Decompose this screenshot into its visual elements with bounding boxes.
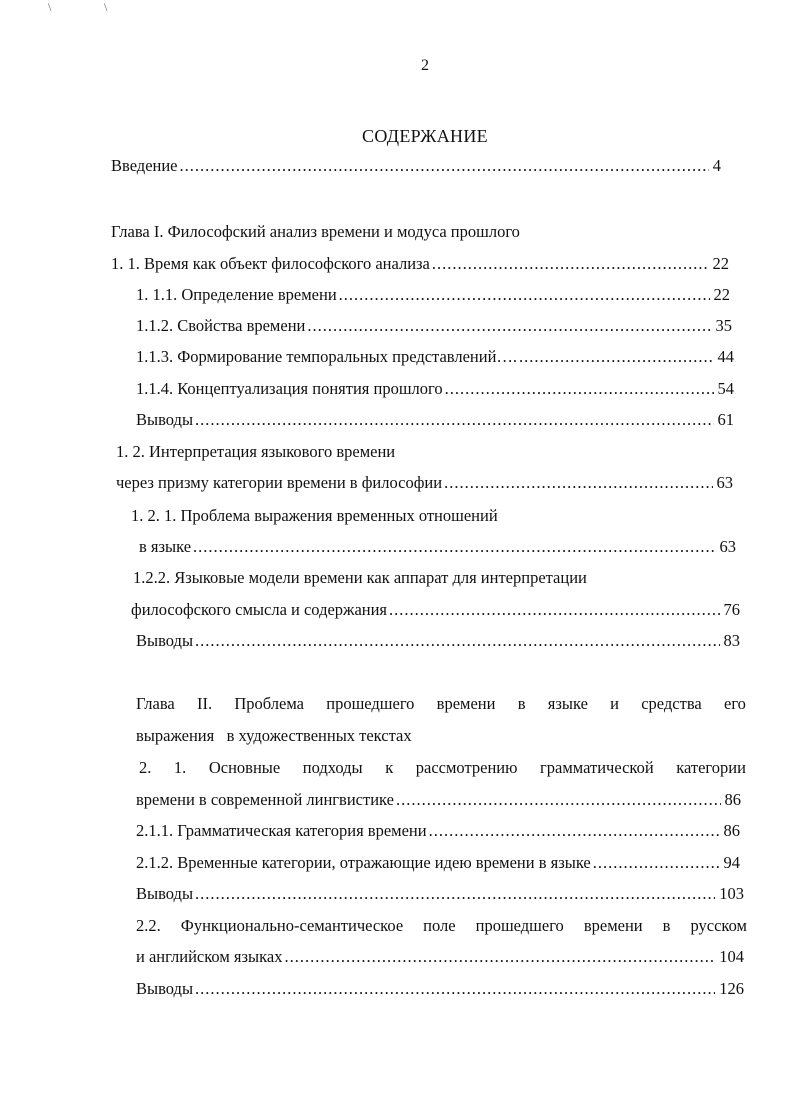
toc-page: 61 xyxy=(717,410,734,429)
toc-label: в языке xyxy=(139,537,192,556)
entry-word: подходы xyxy=(302,758,363,777)
entry-word: категории xyxy=(676,758,746,777)
leader-dots xyxy=(429,821,720,841)
toc-entry[interactable] xyxy=(116,473,733,493)
toc-entry-line xyxy=(139,758,746,778)
toc-entry[interactable] xyxy=(111,254,729,274)
leader-dots xyxy=(307,316,711,336)
toc-label: 1.1.3. Формирование темпоральных представлений…. xyxy=(136,347,518,366)
toc-page: 22 xyxy=(712,254,729,273)
entry-word: 2. xyxy=(139,758,152,777)
toc-entry-line xyxy=(136,916,747,936)
entry-word: 2.2. xyxy=(136,916,161,935)
toc-label: 2.1.1. Грамматическая категория времени xyxy=(136,821,427,840)
toc-label: Выводы xyxy=(136,410,194,429)
entry-word: в xyxy=(662,916,671,935)
chapter-heading xyxy=(136,694,746,714)
toc-label: Выводы xyxy=(136,979,194,998)
toc-entry[interactable] xyxy=(139,537,736,557)
toc-page: 86 xyxy=(723,821,740,840)
leader-dots xyxy=(389,600,719,620)
toc-label: 1.1.4. Концептуализация понятия прошлого xyxy=(136,379,443,398)
toc-page: 103 xyxy=(719,884,744,903)
toc-page: 94 xyxy=(723,853,740,872)
toc-page: 35 xyxy=(715,316,732,335)
toc-label: времени в современной лингвистике xyxy=(136,790,394,809)
toc-entry[interactable] xyxy=(136,947,744,967)
leader-dots xyxy=(195,884,715,904)
toc-page: 104 xyxy=(719,947,744,966)
toc-label: Выводы xyxy=(136,631,194,650)
entry-word: времени xyxy=(583,916,643,935)
heading-word: Проблема xyxy=(234,694,304,713)
leader-dots xyxy=(339,285,710,305)
toc-label: 1. 1.1. Определение времени xyxy=(136,285,337,304)
heading-word: и xyxy=(610,694,619,713)
toc-page: 86 xyxy=(724,790,741,809)
toc-page: 83 xyxy=(723,631,740,650)
toc-page: 22 xyxy=(713,285,730,304)
heading-word: средства xyxy=(641,694,702,713)
toc-page: 44 xyxy=(717,347,734,366)
chapter-heading: Глава I. Философский анализ времени и модуса прошлого xyxy=(111,222,520,241)
toc-entry[interactable] xyxy=(136,790,741,810)
heading-word: прошедшего xyxy=(326,694,415,713)
entry-word: поле xyxy=(423,916,456,935)
toc-label: философского смысла и содержания xyxy=(131,600,388,619)
toc-entry-line: 1.2.2. Языковые модели времени как аппарат для интерпретации xyxy=(133,568,587,587)
leader-dots xyxy=(593,853,720,873)
entry-word: 1. xyxy=(173,758,187,777)
entry-word: Функционально-семантическое xyxy=(180,916,404,935)
toc-label: и английском языках xyxy=(136,947,283,966)
toc-entry-line: 1. 2. 1. Проблема выражения временных отношений xyxy=(131,506,498,525)
entry-word: грамматической xyxy=(539,758,654,777)
toc-entry[interactable] xyxy=(136,347,734,367)
entry-word: Основные xyxy=(208,758,281,777)
toc-label: 1. 1. Время как объект философского анализа xyxy=(111,254,430,273)
toc-page: 54 xyxy=(717,379,734,398)
leader-dots xyxy=(445,379,714,399)
toc-entry-intro[interactable] xyxy=(111,156,721,176)
entry-word: русском xyxy=(690,916,747,935)
toc-entry[interactable] xyxy=(136,853,740,873)
page-title: СОДЕРЖАНИЕ xyxy=(362,126,488,146)
heading-word: языке xyxy=(547,694,588,713)
leader-dots xyxy=(444,473,712,493)
toc-label: Выводы xyxy=(136,884,194,903)
toc-entry[interactable] xyxy=(136,316,732,336)
heading-word: в xyxy=(517,694,526,713)
leader-dots xyxy=(519,347,713,367)
scan-mark: \ xyxy=(104,0,108,14)
toc-entry-conclusions[interactable] xyxy=(136,410,734,430)
toc-entry-conclusions[interactable] xyxy=(136,979,744,999)
scan-mark: \ xyxy=(48,0,52,14)
toc-entry-line: 1. 2. Интерпретация языкового времени xyxy=(116,442,396,461)
toc-page: 76 xyxy=(723,600,740,619)
heading-word: его xyxy=(724,694,746,713)
toc-entry-conclusions[interactable] xyxy=(136,631,740,651)
leader-dots xyxy=(432,254,709,274)
leader-dots xyxy=(396,790,721,810)
toc-page: 63 xyxy=(719,537,736,556)
leader-dots xyxy=(195,979,715,999)
toc-page: 63 xyxy=(716,473,733,492)
leader-dots xyxy=(180,156,709,176)
toc-label: 2.1.2. Временные категории, отражающие идею времени в языке xyxy=(136,853,591,872)
toc-label: через призму категории времени в философии xyxy=(116,473,443,492)
leader-dots xyxy=(195,410,713,430)
toc-entry[interactable] xyxy=(136,379,734,399)
entry-word: прошедшего xyxy=(475,916,564,935)
page-number: 2 xyxy=(421,57,429,74)
toc-page: 126 xyxy=(719,979,744,998)
leader-dots xyxy=(193,537,715,557)
toc-label: 1.1.2. Свойства времени xyxy=(136,316,306,335)
toc-label: Введение xyxy=(111,156,178,175)
entry-word: рассмотрению xyxy=(415,758,518,777)
heading-word: Глава xyxy=(136,694,175,713)
entry-word: к xyxy=(385,758,394,777)
toc-entry[interactable] xyxy=(136,821,740,841)
leader-dots xyxy=(195,631,719,651)
leader-dots xyxy=(284,947,715,967)
heading-word: II. xyxy=(197,694,213,713)
chapter-heading-line2: выражения в художественных текстах xyxy=(136,726,412,745)
heading-word: времени xyxy=(436,694,496,713)
toc-entry[interactable] xyxy=(131,600,740,620)
toc-entry-conclusions[interactable] xyxy=(136,884,744,904)
toc-entry[interactable] xyxy=(136,285,730,305)
toc-page: 4 xyxy=(712,156,721,175)
